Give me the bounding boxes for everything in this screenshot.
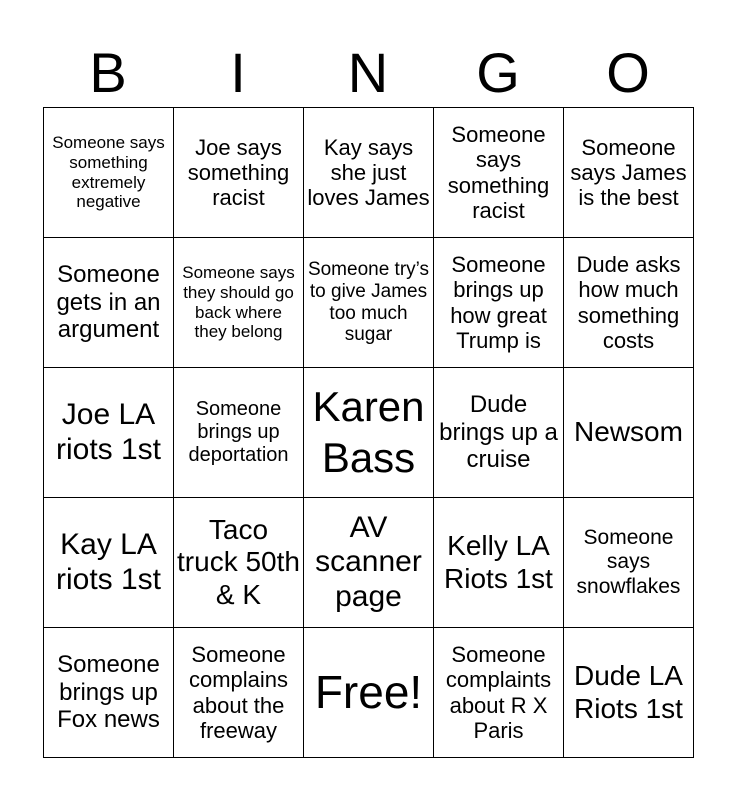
cell-text: Someone gets in an argument xyxy=(56,261,161,344)
cell-text: Someone complaints about R X Paris xyxy=(445,641,552,743)
cell-text: Kay says she just loves James xyxy=(307,134,430,211)
cell-text: AV scanner page xyxy=(315,510,422,613)
board-row xyxy=(44,108,694,238)
cell-text: Karen Bass xyxy=(312,383,425,481)
cell-text: Dude asks how much something costs xyxy=(576,251,681,353)
bingo-cell[interactable] xyxy=(434,238,564,368)
free-space-label: Free! xyxy=(314,666,423,719)
cell-text: Someone complains about the freeway xyxy=(188,641,289,743)
bingo-cell[interactable] xyxy=(564,498,694,628)
board-row xyxy=(44,368,694,498)
bingo-cell[interactable] xyxy=(434,108,564,238)
cell-text: Joe LA riots 1st xyxy=(55,398,162,466)
header-letter-o: O xyxy=(606,41,650,104)
bingo-cell[interactable] xyxy=(44,628,174,758)
bingo-cell[interactable] xyxy=(44,368,174,498)
bingo-cell[interactable] xyxy=(564,368,694,498)
bingo-cell[interactable] xyxy=(434,498,564,628)
cell-text: Joe says something racist xyxy=(187,134,290,211)
cell-text: Someone brings up how great Trump is xyxy=(450,251,547,353)
bingo-cell[interactable] xyxy=(434,628,564,758)
cell-text: Newsom xyxy=(574,416,683,448)
bingo-cell[interactable] xyxy=(44,238,174,368)
header-letter-b: B xyxy=(89,41,127,104)
header-letter-n: N xyxy=(347,41,389,104)
cell-text: Taco truck 50th & K xyxy=(177,514,300,610)
bingo-cell[interactable] xyxy=(174,498,304,628)
cell-text: Someone says something racist xyxy=(447,121,550,223)
cell-text: Kay LA riots 1st xyxy=(55,528,162,596)
cell-text: Dude LA Riots 1st xyxy=(574,660,683,724)
board-row xyxy=(44,498,694,628)
board-row xyxy=(44,628,694,758)
bingo-cell[interactable] xyxy=(304,368,434,498)
bingo-cell[interactable] xyxy=(564,108,694,238)
cell-text: Someone brings up Fox news xyxy=(57,651,160,734)
cell-text: Kelly LA Riots 1st xyxy=(444,530,553,594)
bingo-cell[interactable] xyxy=(304,108,434,238)
free-space-cell[interactable] xyxy=(304,628,434,758)
bingo-cell[interactable] xyxy=(174,108,304,238)
board-row xyxy=(44,238,694,368)
bingo-cell[interactable] xyxy=(304,498,434,628)
bingo-header xyxy=(43,42,693,104)
bingo-cell[interactable] xyxy=(174,238,304,368)
header-letter-g: G xyxy=(476,41,520,104)
cell-text: Someone says snowflakes xyxy=(576,526,681,598)
bingo-cell[interactable] xyxy=(174,628,304,758)
cell-text: Someone says something extremely negative xyxy=(52,133,165,212)
bingo-cell[interactable] xyxy=(304,238,434,368)
bingo-cell[interactable] xyxy=(564,628,694,758)
cell-text: Someone try’s to give James too much sugar xyxy=(307,258,430,346)
bingo-cell[interactable] xyxy=(174,368,304,498)
bingo-cell[interactable] xyxy=(44,498,174,628)
cell-text: Someone says they should go back where they belong xyxy=(182,263,295,342)
bingo-cell[interactable] xyxy=(434,368,564,498)
bingo-board xyxy=(43,107,694,758)
cell-text: Someone says James is the best xyxy=(570,134,687,211)
header-letter-i: I xyxy=(230,41,246,104)
bingo-cell[interactable] xyxy=(44,108,174,238)
bingo-cell[interactable] xyxy=(564,238,694,368)
cell-text: Dude brings up a cruise xyxy=(439,391,558,474)
cell-text: Someone brings up deportation xyxy=(188,398,289,466)
